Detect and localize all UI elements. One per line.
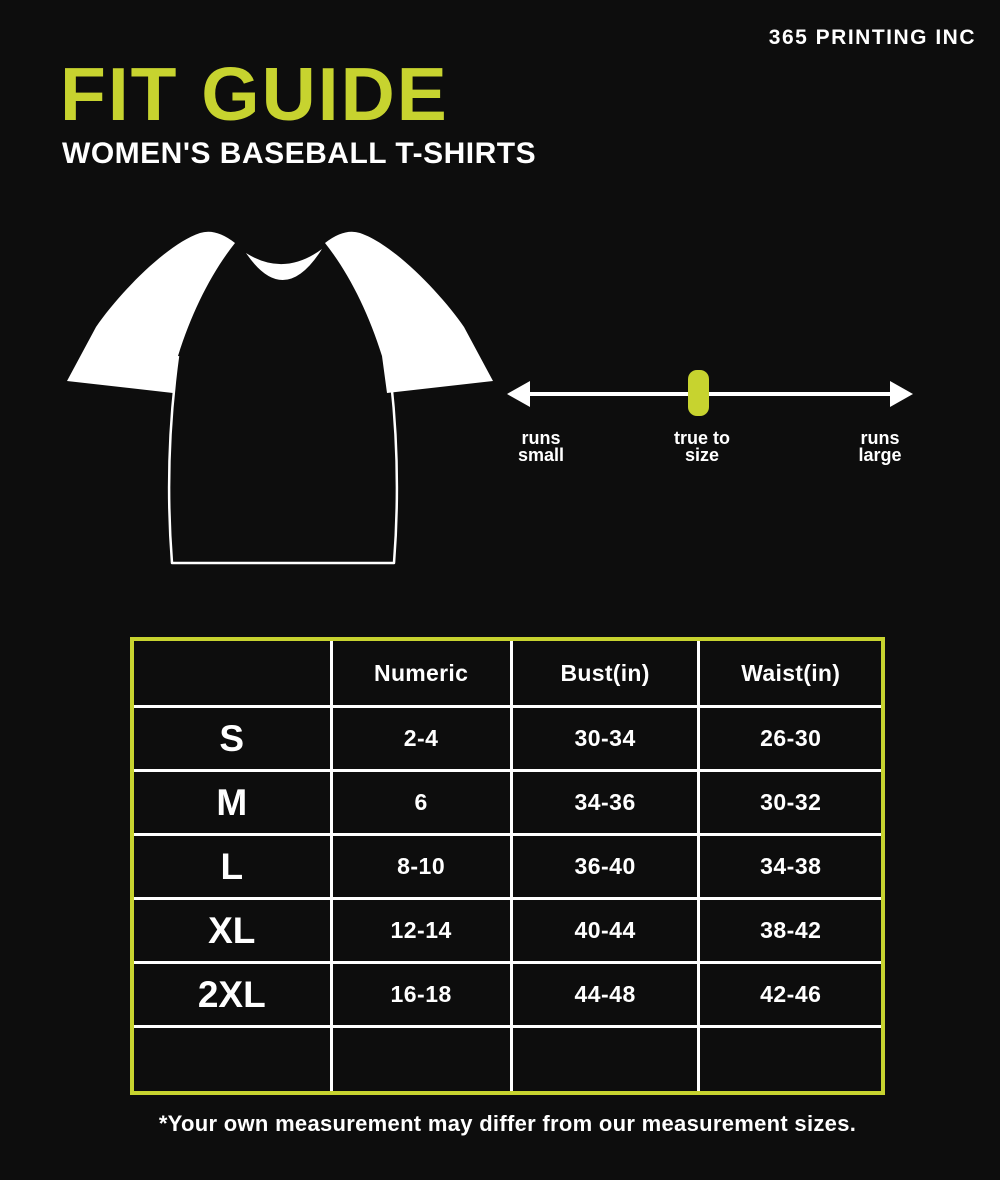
- size-label-cell: S: [132, 707, 331, 771]
- size-label-cell: [132, 1027, 331, 1094]
- arrow-right-head-icon: [890, 381, 913, 407]
- label-line: runs: [521, 428, 561, 448]
- table-row-empty: [132, 1027, 883, 1094]
- bust-cell: 40-44: [511, 899, 699, 963]
- size-label-cell: L: [132, 835, 331, 899]
- column-header-size: [132, 639, 331, 707]
- fit-scale-label-runs-large: [858, 430, 901, 464]
- tshirt-left-sleeve-shape: [67, 232, 235, 393]
- column-header-numeric: Numeric: [331, 639, 511, 707]
- label-line: true to: [674, 428, 730, 448]
- waist-cell: 34-38: [699, 835, 883, 899]
- waist-cell: 30-32: [699, 771, 883, 835]
- table-row-s: [132, 707, 883, 771]
- label-line: large: [858, 445, 902, 465]
- numeric-cell: 2-4: [331, 707, 511, 771]
- size-label-cell: 2XL: [132, 963, 331, 1027]
- brand-name: 365 PRINTING INC: [768, 26, 976, 49]
- label-line: runs: [860, 428, 900, 448]
- tshirt-collar-shape: [246, 249, 322, 280]
- fit-scale: [505, 368, 915, 478]
- label-line: small: [517, 445, 565, 465]
- arrow-left-head-icon: [507, 381, 530, 407]
- numeric-cell: [331, 1027, 511, 1094]
- numeric-cell: 8-10: [331, 835, 511, 899]
- size-label-cell: XL: [132, 899, 331, 963]
- column-header-waist: Waist(in): [699, 639, 883, 707]
- table-row-xl: [132, 899, 883, 963]
- waist-cell: [699, 1027, 883, 1094]
- numeric-cell: 16-18: [331, 963, 511, 1027]
- size-chart-table: [130, 637, 885, 1095]
- bust-cell: 34-36: [511, 771, 699, 835]
- table-row-l: [132, 835, 883, 899]
- page-subtitle: WOMEN'S BASEBALL T-SHIRTS: [62, 137, 537, 170]
- tshirt-body-outline: [169, 356, 397, 563]
- size-label-cell: M: [132, 771, 331, 835]
- waist-cell: 26-30: [699, 707, 883, 771]
- label-line: size: [684, 445, 720, 465]
- waist-cell: 38-42: [699, 899, 883, 963]
- page-title: FIT GUIDE: [60, 52, 449, 136]
- table-row-2xl: [132, 963, 883, 1027]
- measurement-disclaimer: *Your own measurement may differ from our measurement sizes.: [158, 1111, 857, 1136]
- waist-cell: 42-46: [699, 963, 883, 1027]
- table-header-row: [132, 639, 883, 707]
- true-to-size-marker: [688, 370, 709, 416]
- fit-scale-label-true-to-size: [674, 430, 730, 464]
- table-row-m: [132, 771, 883, 835]
- numeric-cell: 6: [331, 771, 511, 835]
- tshirt-right-sleeve-shape: [325, 232, 493, 393]
- fit-scale-label-runs-small: [518, 430, 564, 464]
- bust-cell: 44-48: [511, 963, 699, 1027]
- column-header-bust: Bust(in): [511, 639, 699, 707]
- bust-cell: [511, 1027, 699, 1094]
- bust-cell: 36-40: [511, 835, 699, 899]
- fit-scale-arrow-icon: [505, 368, 915, 420]
- bust-cell: 30-34: [511, 707, 699, 771]
- numeric-cell: 12-14: [331, 899, 511, 963]
- baseball-tshirt-icon: [50, 215, 510, 567]
